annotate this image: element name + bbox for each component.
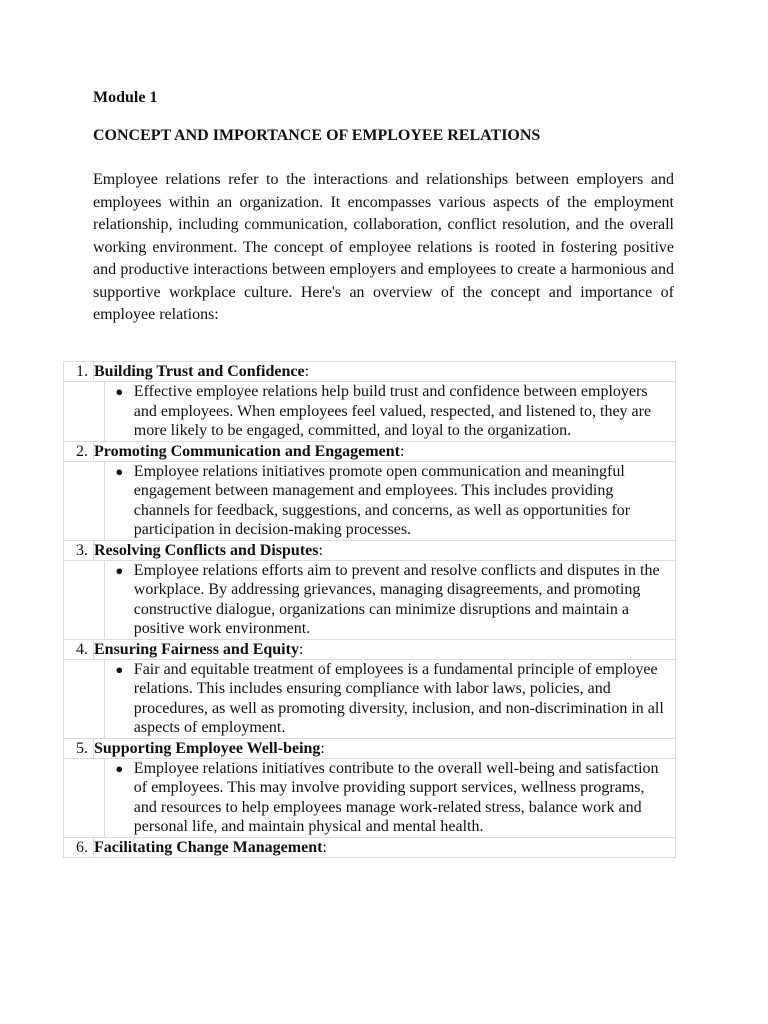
list-item-heading-row	[64, 441, 676, 461]
list-number: 2.	[76, 442, 88, 460]
list-item-bullet-row	[64, 659, 676, 738]
bullet-text: Employee relations initiatives contribute to the overall well-being and satisfaction of employees. This may involve providing support services, wellness programs, and resources to help employees manage work-related stress, balance work and personal life, and maintain physical and mental health.	[133, 759, 659, 835]
indent-cell	[64, 659, 105, 738]
list-number-cell	[64, 639, 94, 659]
indent-cell	[64, 382, 105, 442]
bullet-text: Effective employee relations help build trust and confidence between employers and employees. When employees feel valued, respected, and listened to, they are more likely to be engaged, committed, and loyal to the organization.	[133, 383, 652, 439]
indent-cell	[64, 758, 105, 837]
list-heading: Facilitating Change Management	[94, 838, 323, 856]
list-heading-cell	[94, 837, 676, 857]
list-number: 4.	[76, 640, 88, 658]
bullet-icon: ●	[115, 562, 124, 578]
list-item-heading-row	[64, 837, 676, 857]
list-heading-cell	[94, 441, 676, 461]
list-item-bullet-row	[64, 560, 676, 639]
heading-colon: :	[322, 838, 327, 856]
bullet-icon: ●	[115, 384, 124, 399]
bullet-icon: ●	[115, 661, 124, 677]
list-number-cell	[64, 441, 94, 461]
list-item-bullet-row	[64, 382, 676, 442]
document-title: CONCEPT AND IMPORTANCE OF EMPLOYEE RELATIONS	[93, 127, 541, 144]
heading-colon: :	[304, 363, 310, 380]
heading-colon: :	[318, 541, 323, 559]
list-item-bullet-row	[64, 758, 676, 837]
bullet-cell	[104, 659, 675, 738]
list-number: 5.	[76, 739, 88, 757]
bullet-cell	[104, 560, 675, 639]
list-number-cell	[64, 738, 94, 758]
heading-colon: :	[320, 739, 325, 757]
bullet-text: Employee relations efforts aim to prevent and resolve conflicts and disputes in the workplace. By addressing grievances, managing disagreements, and promoting constructive dialogue, organizations can minimize disruptions and maintain a positive work environment.	[133, 561, 660, 637]
list-number: 6.	[76, 838, 88, 856]
list-number-cell	[64, 362, 94, 382]
importance-list	[63, 361, 676, 858]
list-number-cell	[64, 837, 94, 857]
list-number: 1.	[76, 363, 88, 380]
indent-cell	[64, 560, 105, 639]
indent-cell	[64, 461, 105, 540]
bullet-text: Fair and equitable treatment of employees is a fundamental principle of employee relations. This includes ensuring compliance with labor laws, policies, and procedures, as well as promoting diversity, inclusion, and non-discrimination in all aspects of employment.	[133, 660, 664, 736]
bullet-cell	[104, 461, 675, 540]
list-item-heading-row	[64, 738, 676, 758]
list-heading-cell	[94, 540, 676, 560]
heading-colon: :	[399, 442, 405, 460]
list-number-cell	[64, 540, 94, 560]
bullet-cell	[104, 758, 675, 837]
heading-colon: :	[298, 640, 304, 658]
bullet-cell	[104, 382, 675, 442]
intro-paragraph: Employee relations refer to the interactions and relationships between employers and employees within an organization. It encompasses various aspects of the employment relationship, including communication, collaboration, conflict resolution, and the overall working environment. The concept of employee relations is rooted in fostering positive and productive interactions between employers and employees to create a harmonious and supportive workplace culture. Here's an overview of the concept and importance of employee relations:	[93, 171, 674, 323]
bullet-icon: ●	[115, 463, 124, 479]
list-heading: Supporting Employee Well-being	[94, 739, 321, 757]
bullet-text: Employee relations initiatives promote open communication and meaningful engagement between management and employees. This includes providing channels for feedback, suggestions, and concerns, as well as opportunities for participation in decision-making processes.	[133, 462, 631, 538]
list-item-heading-row	[64, 362, 676, 382]
bullet-icon: ●	[115, 760, 124, 776]
list-item-heading-row	[64, 540, 676, 560]
list-number: 3.	[76, 541, 88, 559]
list-heading: Promoting Communication and Engagement	[94, 442, 400, 460]
list-heading-cell	[94, 738, 676, 758]
list-heading-cell	[94, 639, 676, 659]
list-item-bullet-row	[64, 461, 676, 540]
module-label: Module 1	[93, 89, 158, 106]
list-heading: Ensuring Fairness and Equity	[94, 640, 299, 658]
list-item-heading-row	[64, 639, 676, 659]
list-heading-cell	[94, 362, 676, 382]
list-heading: Resolving Conflicts and Disputes	[94, 541, 319, 559]
list-heading: Building Trust and Confidence	[94, 363, 305, 380]
